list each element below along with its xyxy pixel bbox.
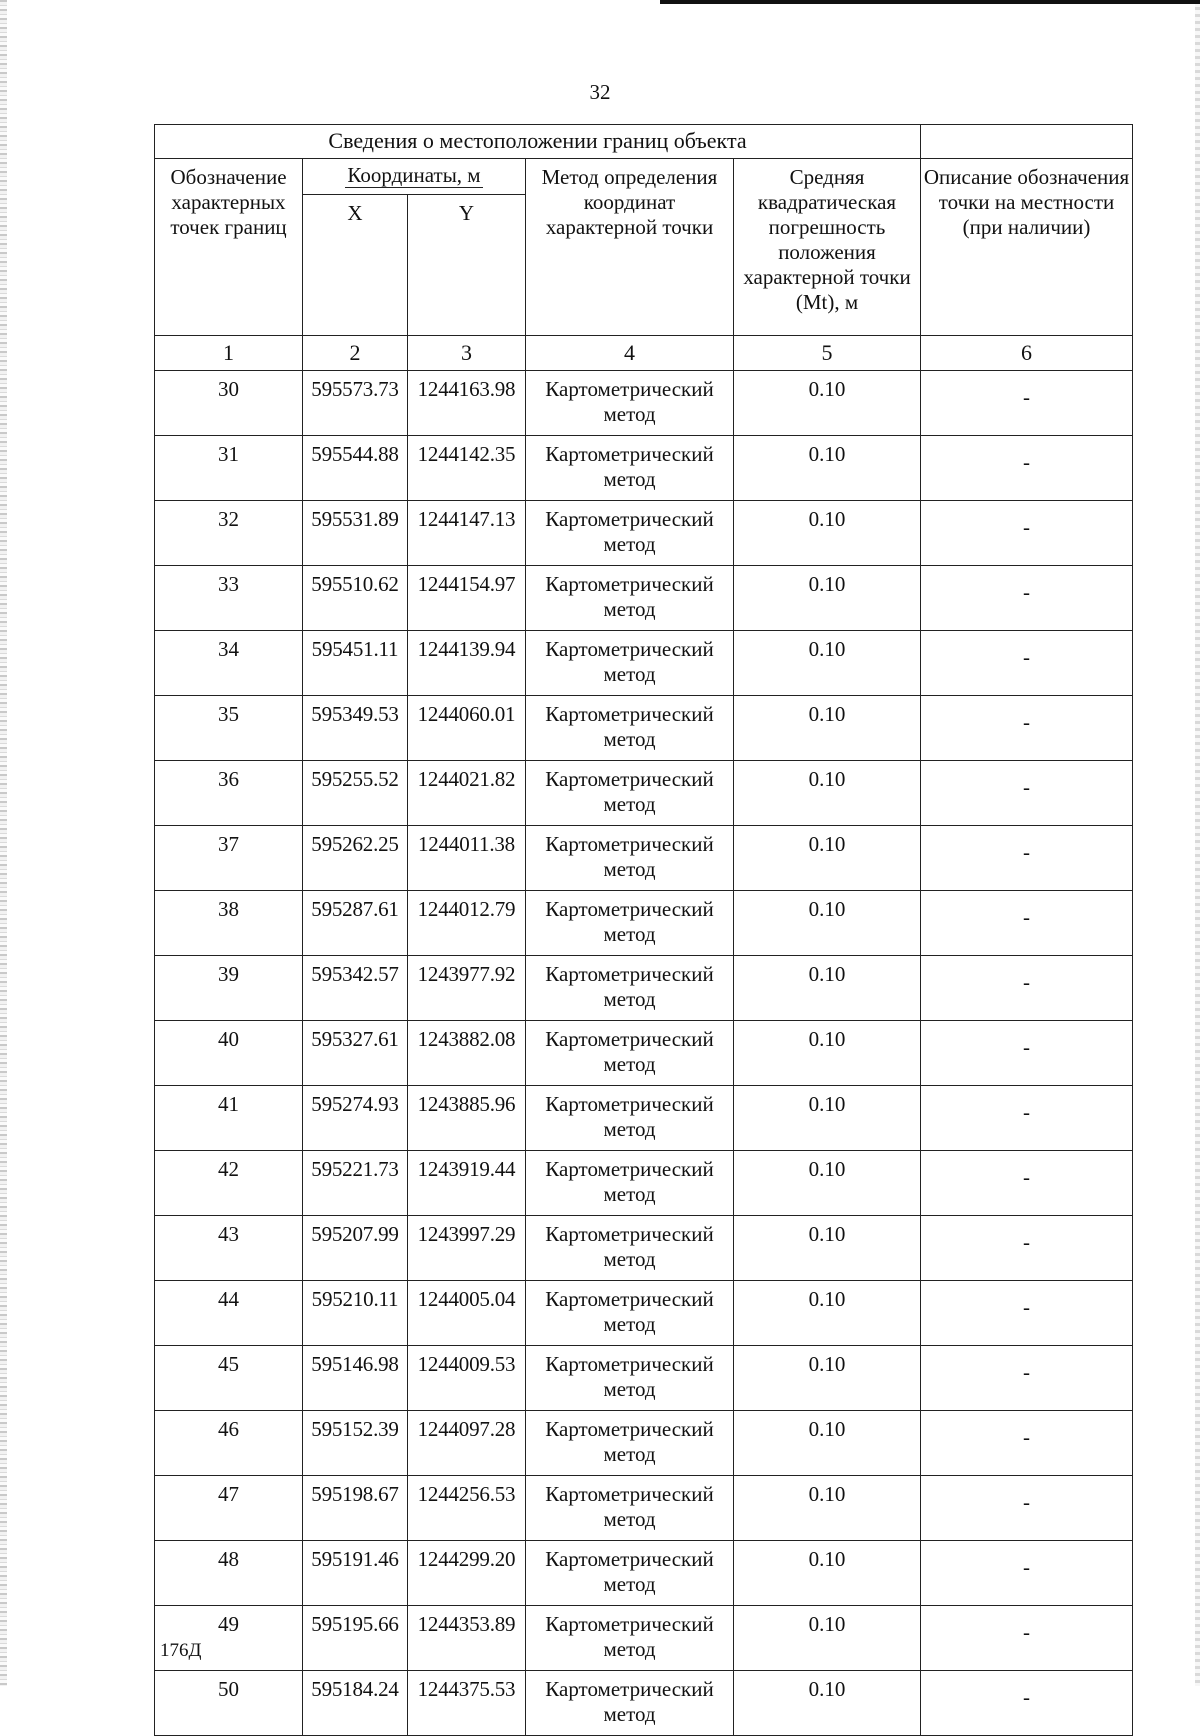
point-number-cell: 43 <box>155 1216 303 1281</box>
page-number: 32 <box>589 80 611 104</box>
description-value: - <box>1023 1620 1030 1644</box>
column-number: 2 <box>303 336 408 371</box>
table-row <box>155 631 1133 696</box>
y-coordinate-cell: 1244375.53 <box>408 1671 526 1736</box>
table-row <box>155 1671 1133 1736</box>
description-value: - <box>1023 1165 1030 1189</box>
method-line1: Картометрический <box>545 962 714 986</box>
column-number: 6 <box>921 336 1133 371</box>
y-coordinate-cell: 1244142.35 <box>408 436 526 501</box>
x-coordinate-cell: 595210.11 <box>303 1281 408 1346</box>
boundary-points-table <box>154 124 1133 1736</box>
header-coordinates-label: Координаты, м <box>347 163 481 187</box>
method-line2: метод <box>603 1572 656 1596</box>
description-cell <box>921 1541 1133 1606</box>
description-cell <box>921 1021 1133 1086</box>
table-row <box>155 371 1133 436</box>
point-number-cell: 30 <box>155 371 303 436</box>
method-cell <box>526 1281 734 1346</box>
method-cell <box>526 1541 734 1606</box>
description-cell <box>921 436 1133 501</box>
header-y: Y <box>408 194 526 335</box>
point-number-cell: 35 <box>155 696 303 761</box>
table-title-row <box>155 125 1133 159</box>
error-cell: 0.10 <box>734 1021 921 1086</box>
method-line2: метод <box>603 1702 656 1726</box>
error-cell: 0.10 <box>734 761 921 826</box>
x-coordinate-cell: 595544.88 <box>303 436 408 501</box>
table-title: Сведения о местоположении границ объекта <box>155 125 921 159</box>
method-line2: метод <box>603 532 656 556</box>
table-row <box>155 1151 1133 1216</box>
method-line1: Картометрический <box>545 1352 714 1376</box>
point-number-cell: 42 <box>155 1151 303 1216</box>
table-row <box>155 891 1133 956</box>
method-line2: метод <box>603 662 656 686</box>
error-cell: 0.10 <box>734 1151 921 1216</box>
method-line1: Картометрический <box>545 1027 714 1051</box>
description-value: - <box>1023 1035 1030 1059</box>
table-row <box>155 956 1133 1021</box>
description-value: - <box>1023 1685 1030 1709</box>
method-line1: Картометрический <box>545 377 714 401</box>
description-cell <box>921 371 1133 436</box>
point-number-cell: 40 <box>155 1021 303 1086</box>
scan-right-edge <box>1195 0 1200 1686</box>
y-coordinate-cell: 1244353.89 <box>408 1606 526 1671</box>
table-title-empty-cell <box>921 125 1133 159</box>
method-cell <box>526 1606 734 1671</box>
method-line2: метод <box>603 1377 656 1401</box>
method-line2: метод <box>603 467 656 491</box>
error-cell: 0.10 <box>734 1086 921 1151</box>
x-coordinate-cell: 595198.67 <box>303 1476 408 1541</box>
method-line2: метод <box>603 1182 656 1206</box>
scan-top-bar <box>660 0 1200 4</box>
method-line1: Картометрический <box>545 1612 714 1636</box>
error-cell: 0.10 <box>734 826 921 891</box>
description-value: - <box>1023 775 1030 799</box>
description-value: - <box>1023 450 1030 474</box>
scan-left-edge <box>0 0 7 1686</box>
method-line1: Картометрический <box>545 1677 714 1701</box>
method-line1: Картометрический <box>545 442 714 466</box>
y-coordinate-cell: 1244163.98 <box>408 371 526 436</box>
y-coordinate-cell: 1243885.96 <box>408 1086 526 1151</box>
method-line2: метод <box>603 402 656 426</box>
x-coordinate-cell: 595146.98 <box>303 1346 408 1411</box>
method-cell <box>526 696 734 761</box>
description-cell <box>921 826 1133 891</box>
method-cell <box>526 1346 734 1411</box>
error-cell: 0.10 <box>734 891 921 956</box>
method-cell <box>526 761 734 826</box>
error-cell: 0.10 <box>734 1541 921 1606</box>
point-number-cell: 46 <box>155 1411 303 1476</box>
x-coordinate-cell: 595342.57 <box>303 956 408 1021</box>
error-cell: 0.10 <box>734 1216 921 1281</box>
header-x: X <box>303 194 408 335</box>
method-cell <box>526 436 734 501</box>
x-coordinate-cell: 595207.99 <box>303 1216 408 1281</box>
y-coordinate-cell: 1244154.97 <box>408 566 526 631</box>
method-cell <box>526 891 734 956</box>
method-cell <box>526 501 734 566</box>
method-line1: Картометрический <box>545 1092 714 1116</box>
description-cell <box>921 696 1133 761</box>
header-error: Средняя квадратическая погрешность положения характерной точки (Mt), м <box>734 159 921 336</box>
point-number-cell: 37 <box>155 826 303 891</box>
description-value: - <box>1023 580 1030 604</box>
method-line1: Картометрический <box>545 897 714 921</box>
table-row <box>155 826 1133 891</box>
x-coordinate-cell: 595191.46 <box>303 1541 408 1606</box>
table-row <box>155 761 1133 826</box>
table-row <box>155 1346 1133 1411</box>
column-number: 5 <box>734 336 921 371</box>
table-row <box>155 1476 1133 1541</box>
error-cell: 0.10 <box>734 1281 921 1346</box>
description-cell <box>921 1671 1133 1736</box>
description-value: - <box>1023 1360 1030 1384</box>
column-number: 4 <box>526 336 734 371</box>
table-row <box>155 1021 1133 1086</box>
description-cell <box>921 1606 1133 1671</box>
description-cell <box>921 1411 1133 1476</box>
description-cell <box>921 1216 1133 1281</box>
table-row <box>155 436 1133 501</box>
description-value: - <box>1023 905 1030 929</box>
error-cell: 0.10 <box>734 1411 921 1476</box>
method-line2: метод <box>603 1247 656 1271</box>
description-value: - <box>1023 645 1030 669</box>
table-row <box>155 566 1133 631</box>
method-line1: Картометрический <box>545 1417 714 1441</box>
table-row <box>155 1086 1133 1151</box>
description-cell <box>921 1346 1133 1411</box>
description-value: - <box>1023 515 1030 539</box>
method-cell <box>526 956 734 1021</box>
description-value: - <box>1023 1295 1030 1319</box>
method-cell <box>526 1086 734 1151</box>
method-line1: Картометрический <box>545 572 714 596</box>
method-line1: Картометрический <box>545 767 714 791</box>
method-cell <box>526 1021 734 1086</box>
point-number-cell: 45 <box>155 1346 303 1411</box>
error-cell: 0.10 <box>734 566 921 631</box>
method-line1: Картометрический <box>545 702 714 726</box>
description-value: - <box>1023 1100 1030 1124</box>
x-coordinate-cell: 595531.89 <box>303 501 408 566</box>
method-line1: Картометрический <box>545 1222 714 1246</box>
x-coordinate-cell: 595274.93 <box>303 1086 408 1151</box>
x-coordinate-cell: 595349.53 <box>303 696 408 761</box>
method-line2: метод <box>603 1312 656 1336</box>
description-cell <box>921 1086 1133 1151</box>
method-line1: Картометрический <box>545 637 714 661</box>
method-line2: метод <box>603 1442 656 1466</box>
point-number-cell: 39 <box>155 956 303 1021</box>
error-cell: 0.10 <box>734 371 921 436</box>
method-line2: метод <box>603 1052 656 1076</box>
column-number: 3 <box>408 336 526 371</box>
y-coordinate-cell: 1243977.92 <box>408 956 526 1021</box>
point-number-cell: 47 <box>155 1476 303 1541</box>
x-coordinate-cell: 595327.61 <box>303 1021 408 1086</box>
point-number-cell: 48 <box>155 1541 303 1606</box>
method-line2: метод <box>603 1507 656 1531</box>
error-cell: 0.10 <box>734 1606 921 1671</box>
method-cell <box>526 826 734 891</box>
description-cell <box>921 1151 1133 1216</box>
y-coordinate-cell: 1244009.53 <box>408 1346 526 1411</box>
header-coordinates <box>303 159 526 195</box>
method-line2: метод <box>603 792 656 816</box>
error-cell: 0.10 <box>734 501 921 566</box>
description-cell <box>921 631 1133 696</box>
table-header-row <box>155 159 1133 195</box>
y-coordinate-cell: 1244011.38 <box>408 826 526 891</box>
table-row <box>155 501 1133 566</box>
header-method: Метод определения координат характерной точки <box>526 159 734 336</box>
y-coordinate-cell: 1244012.79 <box>408 891 526 956</box>
x-coordinate-cell: 595573.73 <box>303 371 408 436</box>
error-cell: 0.10 <box>734 1346 921 1411</box>
y-coordinate-cell: 1244021.82 <box>408 761 526 826</box>
point-number-cell: 50 <box>155 1671 303 1736</box>
y-coordinate-cell: 1244256.53 <box>408 1476 526 1541</box>
x-coordinate-cell: 595195.66 <box>303 1606 408 1671</box>
method-line1: Картометрический <box>545 1157 714 1181</box>
description-value: - <box>1023 1490 1030 1514</box>
method-cell <box>526 1476 734 1541</box>
description-cell <box>921 566 1133 631</box>
y-coordinate-cell: 1243882.08 <box>408 1021 526 1086</box>
x-coordinate-cell: 595451.11 <box>303 631 408 696</box>
x-coordinate-cell: 595262.25 <box>303 826 408 891</box>
table-row <box>155 1216 1133 1281</box>
x-coordinate-cell: 595287.61 <box>303 891 408 956</box>
description-cell <box>921 891 1133 956</box>
method-cell <box>526 1671 734 1736</box>
error-cell: 0.10 <box>734 1476 921 1541</box>
point-number-cell: 49 <box>155 1606 303 1671</box>
method-cell <box>526 566 734 631</box>
column-number: 1 <box>155 336 303 371</box>
table-row <box>155 1606 1133 1671</box>
y-coordinate-cell: 1243919.44 <box>408 1151 526 1216</box>
method-line2: метод <box>603 857 656 881</box>
description-cell <box>921 1476 1133 1541</box>
method-line2: метод <box>603 597 656 621</box>
point-number-cell: 32 <box>155 501 303 566</box>
table-row <box>155 696 1133 761</box>
method-cell <box>526 631 734 696</box>
y-coordinate-cell: 1244097.28 <box>408 1411 526 1476</box>
column-number-row <box>155 336 1133 371</box>
table-row <box>155 1411 1133 1476</box>
y-coordinate-cell: 1244005.04 <box>408 1281 526 1346</box>
method-line2: метод <box>603 1637 656 1661</box>
point-number-cell: 41 <box>155 1086 303 1151</box>
description-cell <box>921 1281 1133 1346</box>
method-line2: метод <box>603 987 656 1011</box>
y-coordinate-cell: 1244147.13 <box>408 501 526 566</box>
method-line1: Картометрический <box>545 507 714 531</box>
description-value: - <box>1023 1230 1030 1254</box>
point-number-cell: 44 <box>155 1281 303 1346</box>
error-cell: 0.10 <box>734 436 921 501</box>
point-number-cell: 38 <box>155 891 303 956</box>
x-coordinate-cell: 595184.24 <box>303 1671 408 1736</box>
method-line2: метод <box>603 922 656 946</box>
description-value: - <box>1023 1425 1030 1449</box>
method-cell <box>526 1151 734 1216</box>
method-line1: Картометрический <box>545 1482 714 1506</box>
point-number-cell: 31 <box>155 436 303 501</box>
x-coordinate-cell: 595221.73 <box>303 1151 408 1216</box>
table-row <box>155 1281 1133 1346</box>
description-value: - <box>1023 840 1030 864</box>
description-cell <box>921 761 1133 826</box>
header-description: Описание обозначения точки на местности (при наличии) <box>921 159 1133 336</box>
x-coordinate-cell: 595510.62 <box>303 566 408 631</box>
x-coordinate-cell: 595255.52 <box>303 761 408 826</box>
method-line2: метод <box>603 1117 656 1141</box>
method-cell <box>526 1411 734 1476</box>
description-cell <box>921 501 1133 566</box>
method-cell <box>526 1216 734 1281</box>
y-coordinate-cell: 1244139.94 <box>408 631 526 696</box>
description-value: - <box>1023 385 1030 409</box>
y-coordinate-cell: 1243997.29 <box>408 1216 526 1281</box>
point-number-cell: 33 <box>155 566 303 631</box>
point-number-cell: 36 <box>155 761 303 826</box>
method-line1: Картометрический <box>545 832 714 856</box>
error-cell: 0.10 <box>734 631 921 696</box>
y-coordinate-cell: 1244060.01 <box>408 696 526 761</box>
x-coordinate-cell: 595152.39 <box>303 1411 408 1476</box>
description-cell <box>921 956 1133 1021</box>
table-row <box>155 1541 1133 1606</box>
description-value: - <box>1023 710 1030 734</box>
y-coordinate-cell: 1244299.20 <box>408 1541 526 1606</box>
error-cell: 0.10 <box>734 1671 921 1736</box>
method-line1: Картометрический <box>545 1547 714 1571</box>
footer-code: 176Д <box>160 1640 202 1661</box>
description-value: - <box>1023 970 1030 994</box>
method-line1: Картометрический <box>545 1287 714 1311</box>
error-cell: 0.10 <box>734 696 921 761</box>
method-line2: метод <box>603 727 656 751</box>
error-cell: 0.10 <box>734 956 921 1021</box>
method-cell <box>526 371 734 436</box>
description-value: - <box>1023 1555 1030 1579</box>
header-point-designation: Обозначение характерных точек границ <box>155 159 303 336</box>
point-number-cell: 34 <box>155 631 303 696</box>
